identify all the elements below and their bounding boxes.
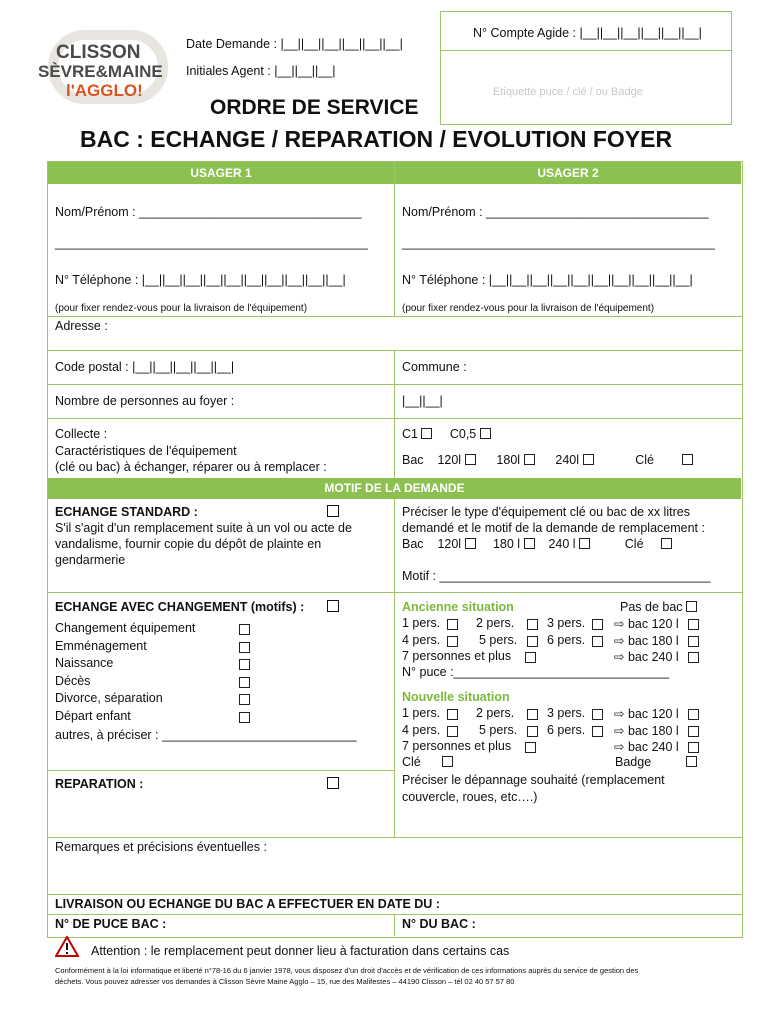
- b120-label: 120l: [437, 453, 462, 467]
- anc-p1-checkbox[interactable]: [447, 619, 458, 630]
- cle-checkbox[interactable]: [682, 454, 693, 465]
- chg-item-checkbox[interactable]: [239, 677, 250, 688]
- chg-checkbox[interactable]: [327, 600, 339, 612]
- chg-item-label: Emménagement: [55, 638, 147, 653]
- pr-bac-label: Bac: [402, 537, 424, 551]
- anc-p4-checkbox[interactable]: [447, 636, 458, 647]
- anc-bac120-text: bac 120 l: [627, 617, 679, 631]
- legal-line2: déchets. Vous pouvez adresser vos demandes à Clisson Sèvre Maine Agglo – 15, rue des Malifestes – 44190 Clisson – tél 02 40 57 57 80: [55, 977, 515, 986]
- rep-checkbox[interactable]: [327, 777, 339, 789]
- etiquette-placeholder: Etiquette puce / clé / ou Badge: [493, 86, 643, 98]
- usager1-nom-line2[interactable]: _____________________________________________: [55, 236, 368, 250]
- pr-240-label: 240 l: [548, 537, 576, 551]
- chg-item-label: Changement équipement: [55, 621, 196, 635]
- std-line2: vandalisme, fournir copie du dépôt de plainte en: [55, 537, 322, 551]
- anc-p5-checkbox[interactable]: [527, 636, 538, 647]
- usager1-tel[interactable]: N° Téléphone : |__||__||__||__||__||__||__||__||__||__|: [55, 273, 346, 287]
- chg-item-checkbox[interactable]: [239, 642, 250, 653]
- logo-line1: CLISSON: [56, 42, 141, 63]
- arrow-icon: ⇨: [614, 740, 628, 754]
- remarques[interactable]: Remarques et précisions éventuelles :: [55, 840, 267, 854]
- b180-label: 180l: [496, 453, 521, 467]
- c05-checkbox[interactable]: [480, 428, 491, 439]
- chg-item-label: Départ enfant: [55, 709, 131, 723]
- anc-bac240-label: [614, 649, 679, 664]
- std-title: ECHANGE STANDARD :: [55, 505, 198, 519]
- c1-checkbox[interactable]: [421, 428, 432, 439]
- anc-p2-label: 2 pers.: [476, 616, 515, 630]
- cle-label: Clé: [635, 453, 654, 467]
- warning-icon: [55, 936, 79, 957]
- anc-p6-label: 6 pers.: [547, 632, 586, 647]
- usager2-tel[interactable]: N° Téléphone : |__||__||__||__||__||__||__||__||__||__|: [402, 273, 693, 287]
- collecte: Collecte :: [55, 427, 108, 441]
- logo: [38, 28, 178, 106]
- anc-p2-checkbox[interactable]: [527, 619, 538, 630]
- usager2-nom-line2[interactable]: _____________________________________________: [402, 236, 715, 250]
- usager2-header: USAGER 2: [395, 162, 741, 184]
- title-main: BAC : ECHANGE / REPARATION / EVOLUTION FOYER: [80, 126, 673, 152]
- nouv-bac120-text: bac 120 l: [627, 707, 679, 721]
- pr-options: [402, 537, 672, 551]
- pr-180-checkbox[interactable]: [524, 538, 535, 549]
- anc-p4-label: 4 pers.: [402, 632, 441, 647]
- title-ordre: ORDRE DE SERVICE: [210, 96, 419, 119]
- nouv-bac240-checkbox[interactable]: [688, 742, 699, 753]
- livraison-row: [55, 897, 440, 911]
- rep-line2: couvercle, roues, etc….): [402, 790, 538, 804]
- attention-text: Attention : le remplacement peut donner lieu à facturation dans certains cas: [91, 944, 510, 958]
- rep-line1: Préciser le dépannage souhaité (remplacement: [402, 773, 665, 787]
- nouv-p2-label: 2 pers.: [476, 706, 515, 720]
- nouv-p7-label: 7 personnes et plus: [402, 739, 512, 753]
- b180-checkbox[interactable]: [524, 454, 535, 465]
- bac-label: Bac: [402, 453, 424, 467]
- nouv-p6-label: 6 pers.: [547, 722, 586, 737]
- legal-line1: Conformément à la loi informatique et liberté n°78-16 du 6 janvier 1978, vous disposez d'un droit d'accès et de vérification de ces informations auprès du service de gestion des: [55, 966, 639, 975]
- nouv-p5-label: 5 pers.: [479, 722, 518, 737]
- nouv-bac180-checkbox[interactable]: [688, 726, 699, 737]
- anc-p5-label: 5 pers.: [479, 632, 518, 647]
- pas-bac-label: Pas de bac: [620, 600, 683, 614]
- usager2-tel-note: (pour fixer rendez-vous pour la livraison de l'équipement): [402, 303, 655, 314]
- nouv-p4-checkbox[interactable]: [447, 726, 458, 737]
- anc-title: Ancienne situation: [402, 600, 514, 614]
- arrow-icon: ⇨: [614, 707, 628, 721]
- pr-motif[interactable]: Motif : _______________________________________: [402, 569, 711, 583]
- pr-240-checkbox[interactable]: [579, 538, 590, 549]
- anc-bac240-text: bac 240 l: [627, 650, 679, 664]
- npuce-bac-row: [55, 917, 166, 931]
- pr-120-label: 120l: [437, 537, 462, 551]
- nouv-bac180-text: bac 180 l: [627, 723, 679, 738]
- b240-checkbox[interactable]: [583, 454, 594, 465]
- usager1-header: USAGER 1: [48, 162, 394, 184]
- npuce-bac: N° DE PUCE BAC :: [55, 917, 167, 931]
- rep-title: REPARATION :: [55, 777, 144, 791]
- nouv-title: Nouvelle situation: [402, 690, 510, 704]
- std-checkbox[interactable]: [327, 505, 339, 517]
- motif-header: MOTIF DE LA DEMANDE: [48, 478, 741, 499]
- nb-personnes: Nombre de personnes au foyer :: [55, 394, 235, 408]
- anc-p7-label: 7 personnes et plus: [402, 649, 512, 663]
- collecte-options: [402, 427, 491, 441]
- chg-item-checkbox[interactable]: [239, 694, 250, 705]
- commune[interactable]: Commune :: [402, 360, 467, 374]
- initiales-agent[interactable]: Initiales Agent : |__||__||__|: [186, 64, 336, 78]
- nouv-p7-checkbox[interactable]: [525, 742, 536, 753]
- nouv-p3-checkbox[interactable]: [592, 709, 603, 720]
- chg-title: ECHANGE AVEC CHANGEMENT (motifs) :: [55, 600, 305, 614]
- chg-item-label: Divorce, séparation: [55, 691, 163, 706]
- anc-bac180-label: [614, 633, 679, 648]
- arrow-icon: ⇨: [614, 617, 628, 631]
- pr-cle-label: Clé: [624, 537, 644, 551]
- anc-bac180-text: bac 180 l: [627, 633, 679, 648]
- nouv-badge-checkbox[interactable]: [686, 756, 697, 767]
- pr-line2: demandé et le motif de la demande de remplacement :: [402, 521, 705, 535]
- nouv-bac240-label: [614, 739, 679, 754]
- adresse[interactable]: Adresse :: [55, 319, 108, 333]
- rep-title-row: [55, 777, 143, 791]
- pr-line1: Préciser le type d'équipement clé ou bac de xx litres: [402, 505, 690, 519]
- ndu-bac-row: [402, 917, 476, 931]
- nouv-p3-label: 3 pers.: [547, 706, 586, 720]
- nouv-badge: [615, 755, 697, 769]
- nouv-bac120-label: [614, 706, 679, 721]
- std-line1: S'il s'agit d'un remplacement suite à un vol ou acte de: [55, 521, 352, 535]
- anc-p6-checkbox[interactable]: [592, 636, 603, 647]
- anc-p1-label: 1 pers.: [402, 616, 441, 630]
- nouv-p1-checkbox[interactable]: [447, 709, 458, 720]
- arrow-icon: ⇨: [614, 633, 628, 648]
- pr-120-checkbox[interactable]: [465, 538, 476, 549]
- pr-cle-checkbox[interactable]: [661, 538, 672, 549]
- usager2-nom[interactable]: Nom/Prénom : ________________________________: [402, 205, 709, 219]
- nouv-cle-checkbox[interactable]: [442, 756, 453, 767]
- ndu-bac: N° DU BAC :: [402, 917, 476, 931]
- nouv-badge-label: Badge: [615, 755, 652, 769]
- arrow-icon: ⇨: [614, 723, 628, 738]
- code-postal[interactable]: Code postal : |__||__||__||__||__|: [55, 360, 235, 374]
- anc-bac120-label: [614, 616, 679, 631]
- nouv-cle: [402, 755, 453, 769]
- nb-personnes-value[interactable]: |__||__|: [402, 394, 443, 408]
- nouv-bac180-label: [614, 723, 679, 738]
- caract-line2: (clé ou bac) à échanger, réparer ou à remplacer :: [55, 460, 327, 474]
- pr-180-label: 180 l: [492, 537, 521, 551]
- c1-label: C1: [402, 427, 418, 441]
- nouv-p5-checkbox[interactable]: [527, 726, 538, 737]
- b240-label: 240l: [555, 453, 580, 467]
- std-line3: gendarmerie: [55, 553, 126, 567]
- chg-item-checkbox[interactable]: [239, 712, 250, 723]
- c05-label: C0,5: [449, 427, 477, 441]
- date-demande[interactable]: Date Demande : |__||__||__||__||__||__|: [186, 37, 403, 51]
- chg-item-label: Naissance: [55, 656, 114, 671]
- anc-p3-label: 3 pers.: [547, 616, 586, 630]
- pas-bac-checkbox[interactable]: [686, 601, 697, 612]
- caract-options: [402, 453, 693, 467]
- usager1-tel-note: (pour fixer rendez-vous pour la livraison de l'équipement): [55, 303, 308, 314]
- nouv-p2-checkbox[interactable]: [527, 709, 538, 720]
- compte-agide[interactable]: N° Compte Agide : |__||__||__||__||__||__|: [473, 26, 702, 40]
- std-title-row: [55, 505, 198, 519]
- nouv-p4-label: 4 pers.: [402, 722, 441, 737]
- b120-checkbox[interactable]: [465, 454, 476, 465]
- nouv-bac240-text: bac 240 l: [627, 740, 679, 754]
- caract-line1: Caractéristiques de l'équipement: [55, 444, 237, 458]
- anc-bac180-checkbox[interactable]: [688, 636, 699, 647]
- nouv-p6-checkbox[interactable]: [592, 726, 603, 737]
- livraison: LIVRAISON OU ECHANGE DU BAC A EFFECTUER EN DATE DU :: [55, 897, 440, 911]
- logo-line2: SÈVRE&MAINE: [38, 62, 163, 81]
- arrow-icon: ⇨: [614, 650, 628, 664]
- anc-p7-checkbox[interactable]: [525, 652, 536, 663]
- nouv-p1-label: 1 pers.: [402, 706, 441, 720]
- chg-item-checkbox[interactable]: [239, 659, 250, 670]
- anc-npuce[interactable]: N° puce :_______________________________: [402, 665, 670, 679]
- anc-p3-checkbox[interactable]: [592, 619, 603, 630]
- logo-line3: l'AGGLO!: [66, 81, 143, 100]
- usager1-nom[interactable]: Nom/Prénom : ________________________________: [55, 205, 362, 219]
- pas-bac: [620, 600, 697, 614]
- chg-item-label: Décès: [55, 673, 91, 688]
- chg-title-row: [55, 600, 304, 614]
- anc-bac240-checkbox[interactable]: [688, 652, 699, 663]
- chg-autres[interactable]: autres, à préciser : ____________________________: [55, 728, 357, 742]
- nouv-cle-label: Clé: [402, 755, 421, 769]
- anc-bac120-checkbox[interactable]: [688, 619, 699, 630]
- chg-item-checkbox[interactable]: [239, 624, 250, 635]
- nouv-bac120-checkbox[interactable]: [688, 709, 699, 720]
